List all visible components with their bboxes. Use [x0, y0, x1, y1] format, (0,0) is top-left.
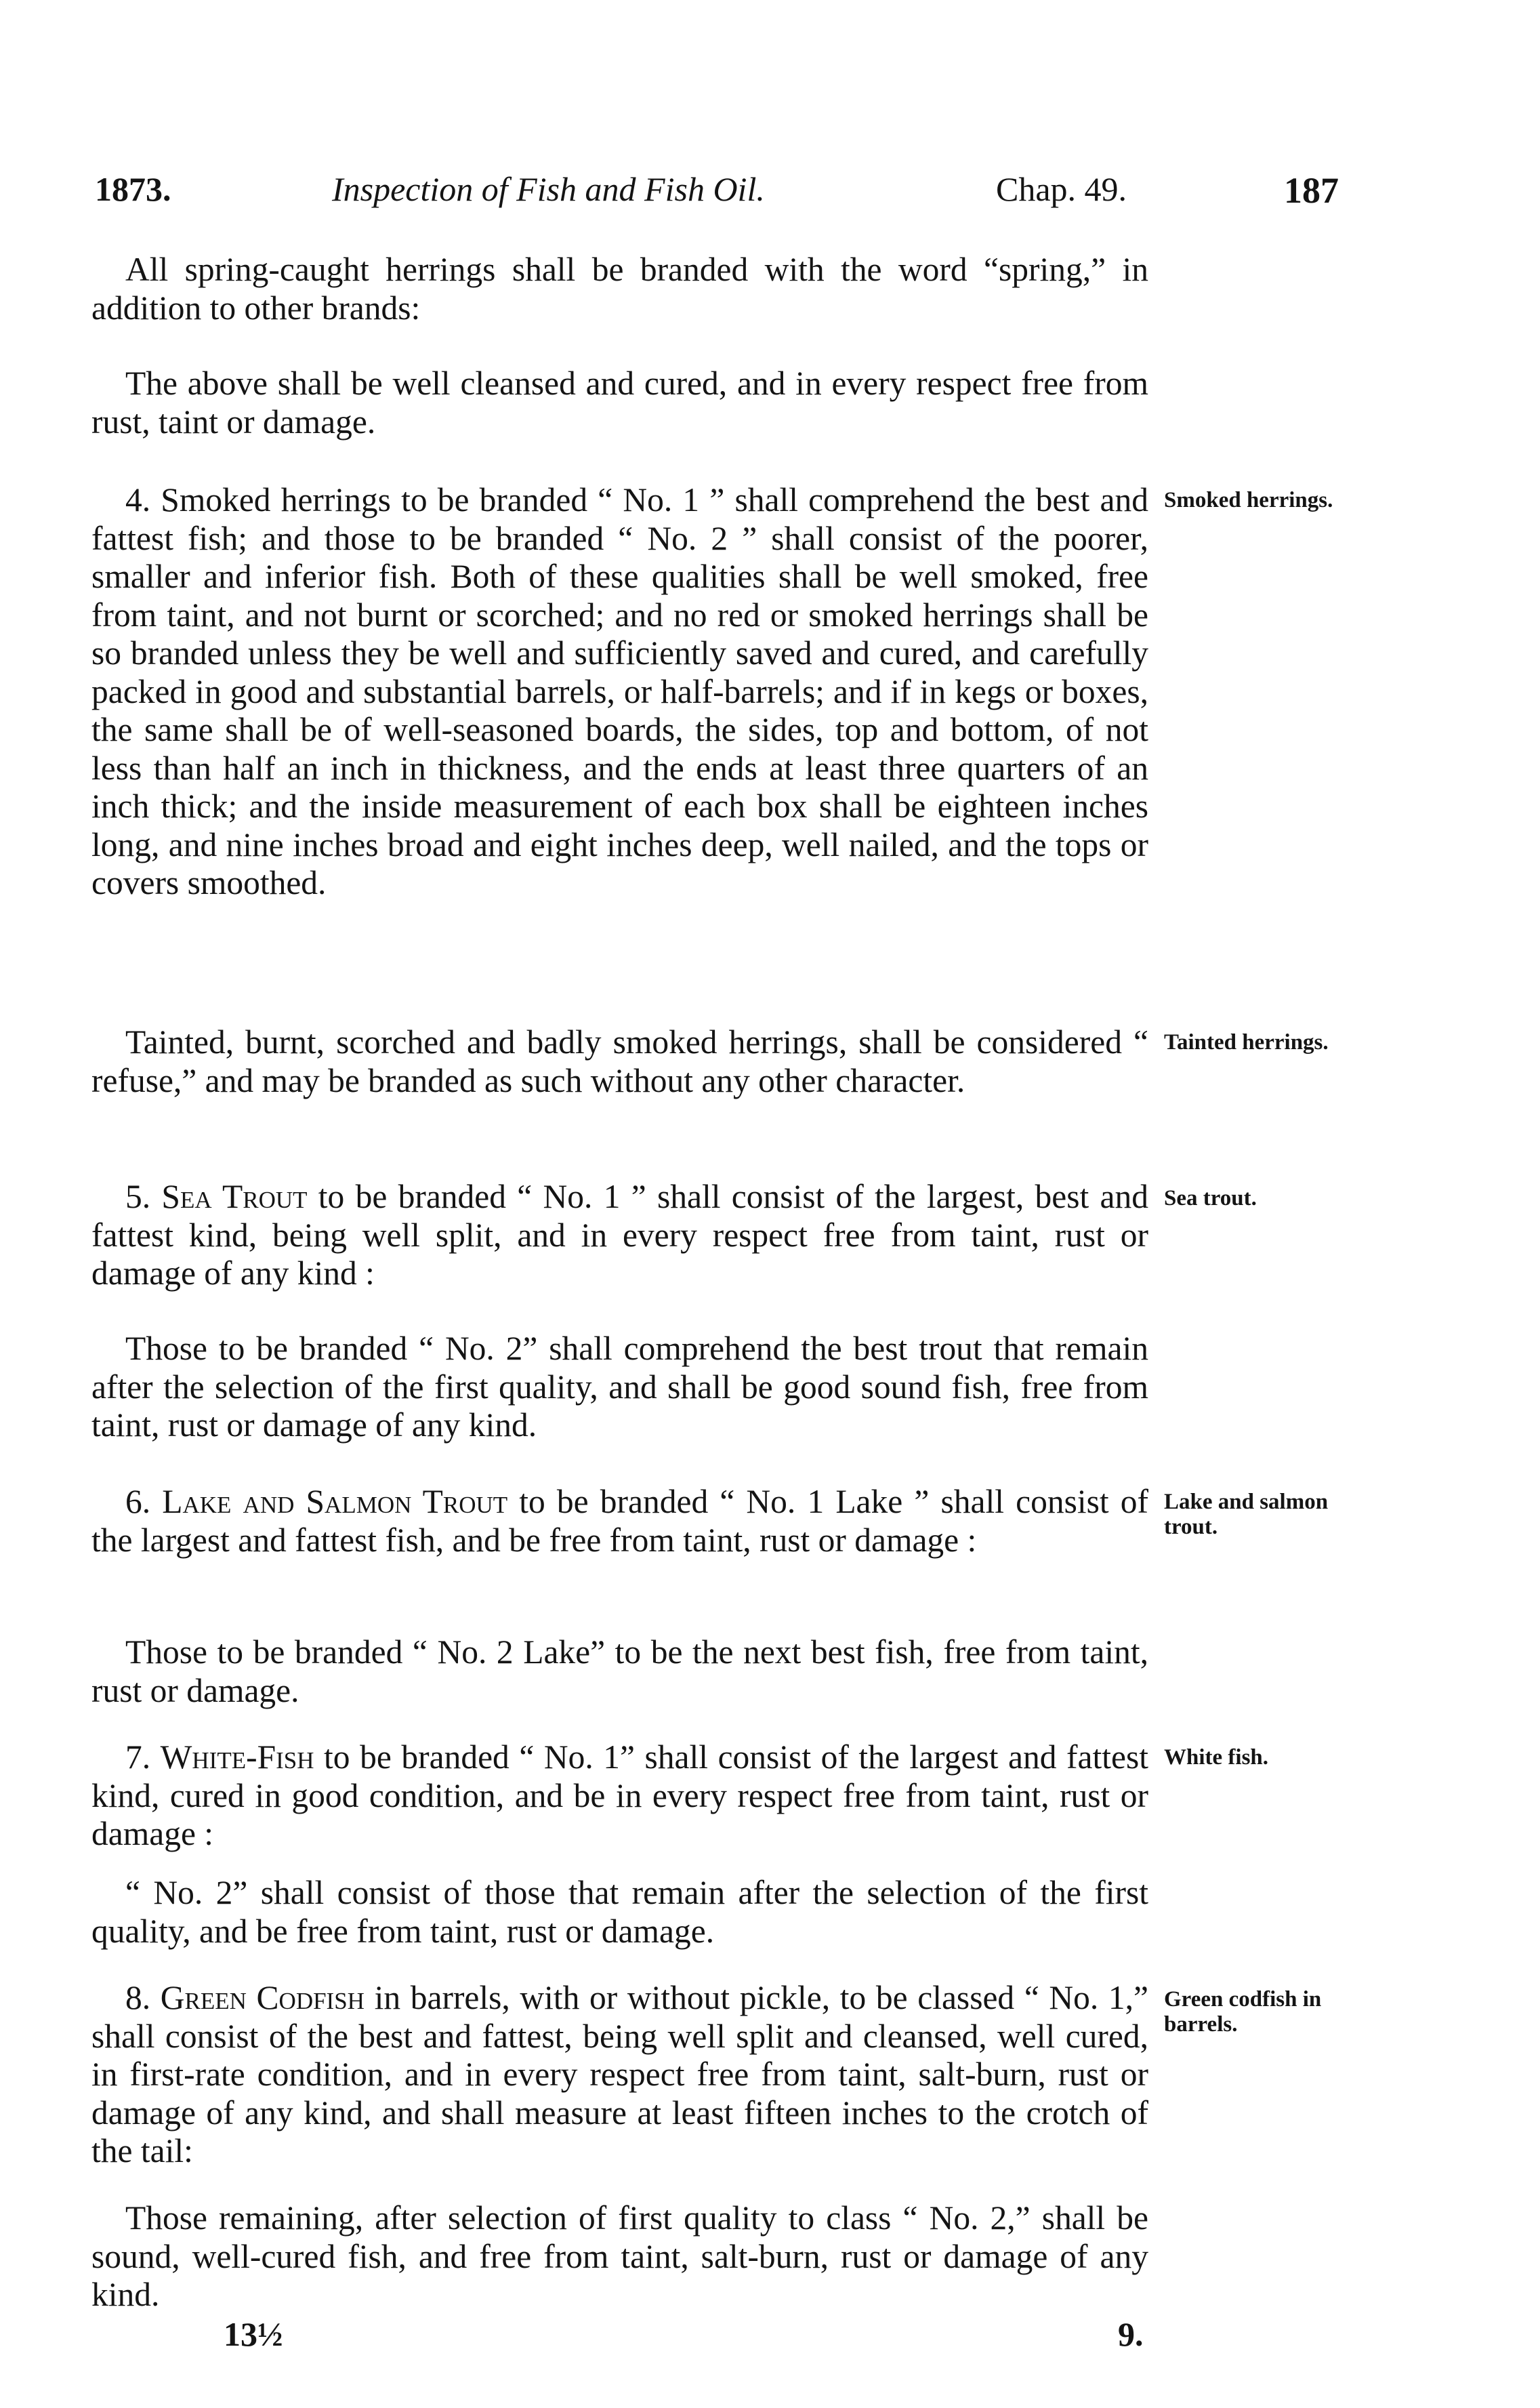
running-header [0, 169, 1540, 217]
section-number: 6. [125, 1483, 163, 1520]
paragraph-text [91, 1979, 1148, 2171]
paragraph-text: All spring-caught herrings shall be branded with the word “spring,” in addition to other brands: [91, 251, 1148, 327]
paragraph-spring [91, 251, 1148, 327]
header-chapter: Chap. 49. [996, 170, 1127, 208]
margin-note-smoked-herrings: Smoked herrings. [1164, 488, 1333, 512]
section-body: in barrels, with or without pickle, to be classed “ No. 1,” shall consist of the best and fattest, being well split and cleansed, well cured, in first-rate condition, and in every respect free from taint, salt-burn, rust or damage of any kind, and shall measure at least fifteen inches to the crotch of the tail: [91, 1979, 1149, 2169]
header-title: Inspection of Fish and Fish Oil. [332, 170, 765, 208]
paragraph-smoked-herrings [91, 481, 1148, 903]
paragraph-cleansed [91, 365, 1148, 441]
paragraph-white-fish-2 [91, 1874, 1148, 1951]
paragraph-lake-trout [91, 1483, 1148, 1559]
section-heading: Green Codfish [160, 1979, 365, 2016]
paragraph-text [91, 1483, 1148, 1559]
paragraph-tainted [91, 1023, 1148, 1100]
paragraph-lake-trout-2 [91, 1633, 1148, 1710]
paragraph-text: “ No. 2” shall consist of those that remain after the selection of the first quality, and be free from taint, rust or damage. [91, 1874, 1148, 1950]
paragraph-text [91, 1178, 1148, 1293]
page-footer [0, 2314, 1540, 2355]
section-heading: Lake and Salmon Trout [162, 1483, 508, 1520]
section-body: to be branded “ No. 1” shall consist of the largest and fattest kind, cured in good condition, and be in every respect free from taint, rust or damage : [91, 1738, 1148, 1852]
section-heading: Sea Trout [161, 1178, 308, 1215]
paragraph-text: Those to be branded “ No. 2 Lake” to be the next best fish, free from taint, rust or damage. [91, 1633, 1148, 1709]
margin-note-sea-trout: Sea trout. [1164, 1186, 1257, 1210]
margin-note-green-codfish: Green codfish in barrels. [1164, 1987, 1322, 2037]
paragraph-text: 4. Smoked herrings to be branded “ No. 1 ” shall comprehend the best and fattest fish; and those to be branded “ No. 2 ” shall consist of the poorer, smaller and inferior fish. Both of these qualities shall be well smoked, free from taint, and not burnt or scorched; and no red or smoked herrings shall be so branded unless they be well and sufficiently saved and cured, and carefully packed in good and substantial barrels, or half-barrels; and if in kegs or boxes, the same shall be of well-seasoned boards, the sides, top and bottom, of not less than half an inch in thickness, and the ends at least three quarters of an inch thick; and the inside measurement of each box shall be eighteen inches long, and nine inches broad and eight inches deep, well nailed, and the tops or covers smoothed. [91, 481, 1148, 901]
paragraph-text: The above shall be well cleansed and cured, and in every respect free from rust, taint or damage. [91, 365, 1148, 441]
section-number: 7. [125, 1738, 161, 1776]
section-number: 8. [125, 1979, 161, 2016]
paragraph-text [91, 1738, 1148, 1854]
paragraph-sea-trout-2 [91, 1330, 1148, 1445]
paragraph-green-codfish [91, 1979, 1148, 2171]
section-heading: White-Fish [160, 1738, 314, 1776]
page-number: 187 [1284, 170, 1339, 211]
paragraph-text: Those to be branded “ No. 2” shall comprehend the best trout that remain after the selection of the first quality, and shall be good sound fish, free from taint, rust or damage of any kind. [91, 1330, 1148, 1444]
paragraph-text: Tainted, burnt, scorched and badly smoked herrings, shall be considered “ refuse,” and may be branded as such without any other character. [91, 1023, 1148, 1099]
section-body: to be branded “ No. 1 Lake ” shall consist of the largest and fattest fish, and be free from taint, rust or damage : [91, 1483, 1148, 1559]
margin-note-tainted-herrings: Tainted herrings. [1164, 1030, 1329, 1055]
section-body: to be branded “ No. 1 ” shall consist of the largest, best and fattest kind, being well split, and in every respect free from taint, rust or damage of any kind : [91, 1178, 1149, 1292]
section-number: 5. [125, 1178, 162, 1215]
signature-mark: 13½ [224, 2315, 283, 2353]
paragraph-green-codfish-2 [91, 2199, 1148, 2314]
header-year: 1873. [95, 170, 171, 208]
paragraph-text: Those remaining, after selection of first quality to class “ No. 2,” shall be sound, well-cured fish, and free from taint, salt-burn, rust or damage of any kind. [91, 2199, 1148, 2313]
paragraph-sea-trout [91, 1178, 1148, 1293]
margin-note-white-fish: White fish. [1164, 1745, 1269, 1770]
margin-note-lake-trout: Lake and salmon trout. [1164, 1490, 1329, 1539]
catchword-next-section: 9. [1118, 2315, 1144, 2353]
paragraph-white-fish [91, 1738, 1148, 1854]
